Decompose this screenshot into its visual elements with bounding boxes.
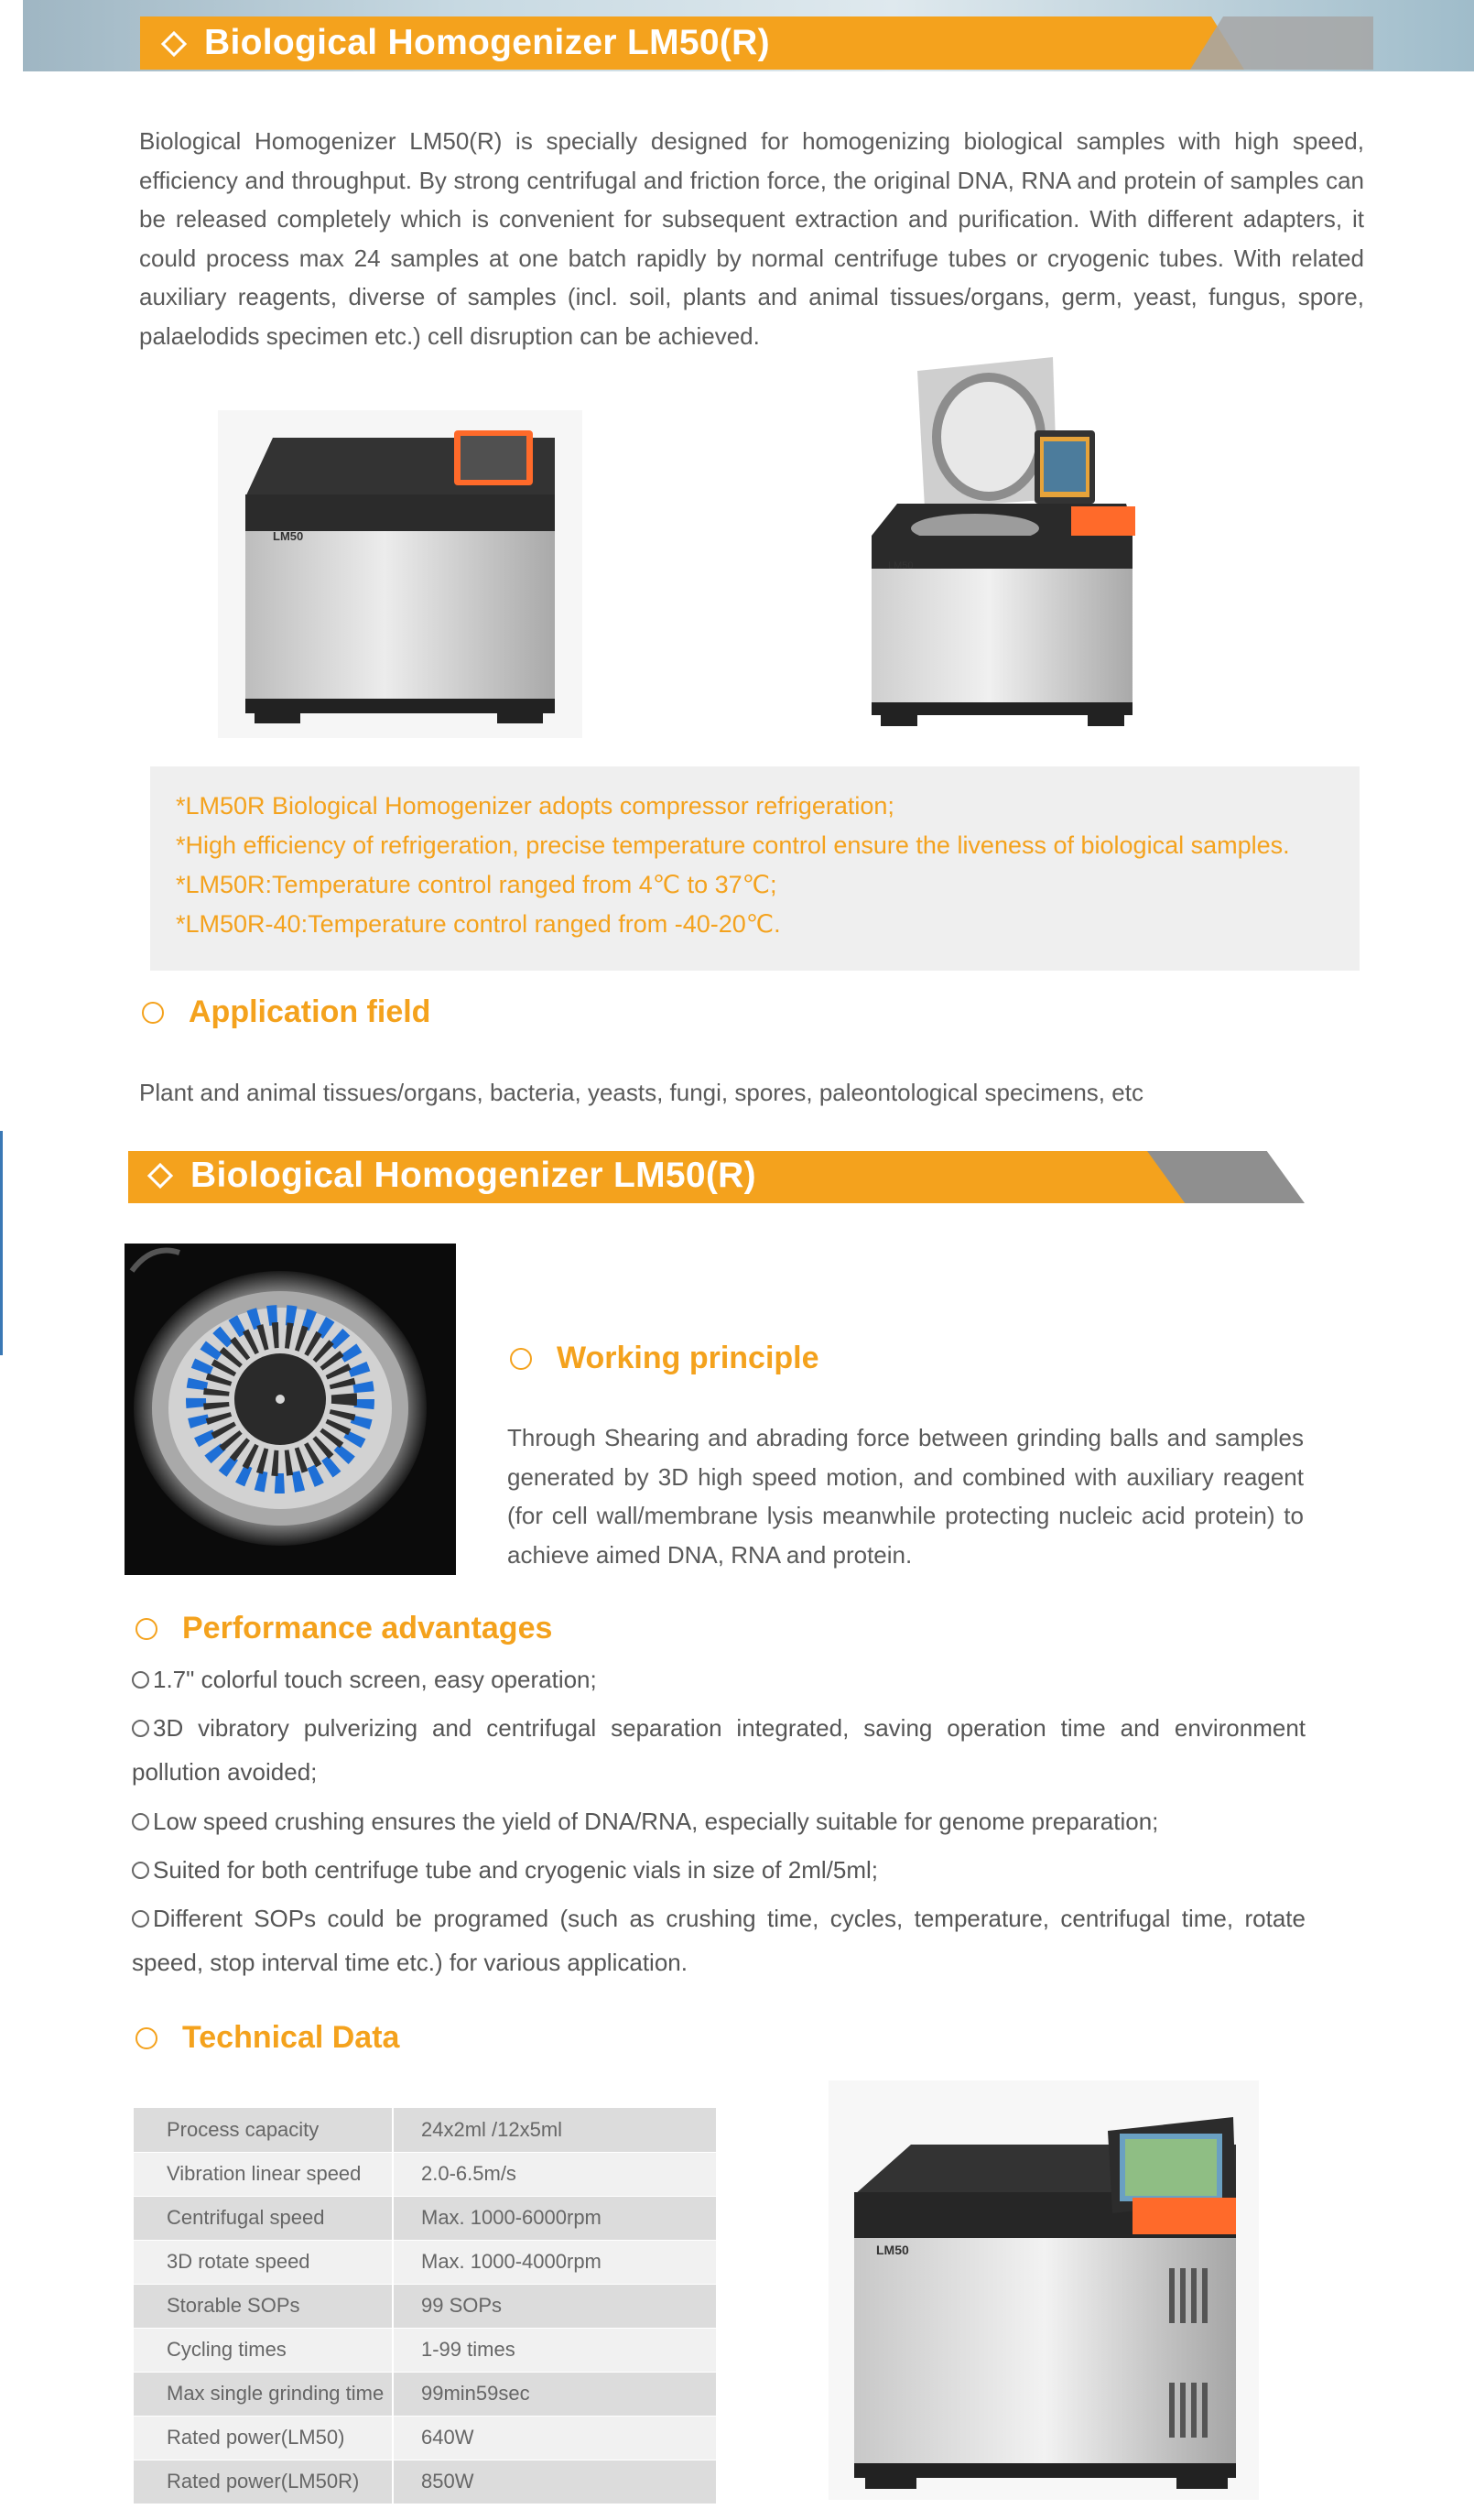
circle-bullet-icon — [135, 1618, 157, 1640]
advantage-item — [132, 1657, 1306, 1701]
table-row — [134, 2108, 716, 2152]
spec-value: 24x2ml /12x5ml — [393, 2108, 716, 2152]
application-field-title: Application field — [189, 994, 431, 1029]
spec-key: Vibration linear speed — [134, 2152, 393, 2196]
homogenizer-side-image — [829, 2080, 1259, 2500]
circle-bullet-icon — [132, 1910, 149, 1928]
table-row — [134, 2196, 716, 2240]
feature-line: *LM50R-40:Temperature control ranged from -40-20℃. — [176, 910, 781, 938]
refrigeration-feature-box — [150, 766, 1360, 971]
spec-key: Centrifugal speed — [134, 2196, 393, 2240]
spec-value: 640W — [393, 2416, 716, 2460]
side-device-label: LM50 — [876, 2243, 909, 2257]
spec-key: Cycling times — [134, 2328, 393, 2372]
spec-key: Rated power(LM50) — [134, 2416, 393, 2460]
feature-line: *LM50R:Temperature control ranged from 4℃ to 37℃; — [176, 871, 777, 898]
table-row — [134, 2240, 716, 2284]
advantage-text: 3D vibratory pulverizing and centrifugal separation integrated, saving operation time and environment pollution avoided; — [132, 1714, 1306, 1786]
circle-bullet-icon — [132, 1813, 149, 1830]
second-banner-title: Biological Homogenizer LM50(R) — [190, 1156, 756, 1195]
spec-key: Process capacity — [134, 2108, 393, 2152]
homogenizer-closed-image — [218, 410, 582, 738]
circle-bullet-icon — [132, 1862, 149, 1879]
advantage-item — [132, 1799, 1306, 1843]
spec-value: 2.0-6.5m/s — [393, 2152, 716, 2196]
spec-value: Max. 1000-4000rpm — [393, 2240, 716, 2284]
spec-value: 1-99 times — [393, 2328, 716, 2372]
circle-bullet-icon — [510, 1348, 532, 1370]
table-row — [134, 2416, 716, 2460]
application-field-text: Plant and animal tissues/organs, bacteria, yeasts, fungi, spores, paleontological specimens, etc — [139, 1079, 1143, 1106]
spec-key: Rated power(LM50R) — [134, 2460, 393, 2504]
homogenizer-open-image — [861, 353, 1135, 746]
feature-line: *High efficiency of refrigeration, precise temperature control ensure the liveness of biological samples. — [176, 831, 1290, 859]
circle-bullet-icon — [142, 1002, 164, 1024]
top-banner-title: Biological Homogenizer LM50(R) — [204, 23, 770, 62]
advantage-item — [132, 1706, 1306, 1794]
advantage-item — [132, 1896, 1306, 1984]
table-row — [134, 2460, 716, 2504]
spec-value: 850W — [393, 2460, 716, 2504]
advantage-text: Low speed crushing ensures the yield of DNA/RNA, especially suitable for genome preparation; — [153, 1808, 1159, 1835]
performance-advantages-title: Performance advantages — [182, 1611, 553, 1646]
left-edge-stripe — [0, 1131, 3, 1355]
closed-device-label: LM50 — [273, 529, 304, 543]
table-row — [134, 2372, 716, 2416]
circle-bullet-icon — [135, 2027, 157, 2049]
working-principle-text: Through Shearing and abrading force between grinding balls and samples generated by 3D high speed motion, and combined with auxiliary reagent (for cell wall/membrane lysis meanwhile protecting nucleic acid protein) to achieve aimed DNA, RNA and protein. — [507, 1424, 1304, 1569]
spec-key: Max single grinding time — [134, 2372, 393, 2416]
advantage-item — [132, 1848, 1306, 1892]
intro-paragraph: Biological Homogenizer LM50(R) is specially designed for homogenizing biological samples with high speed, efficiency and throughput. By strong centrifugal and friction force, the original DNA, RNA and protein of samples can be released completely which is convenient for subsequent extraction and purification. With different adapters, it could process max 24 samples at one batch rapidly by normal centrifuge tubes or cryogenic tubes. With related auxiliary reagents, diverse of samples (incl. soil, plants and animal tissues/organs, germ, yeast, fungus, spore, palaelodids specimen etc.) cell disruption can be achieved. — [139, 127, 1364, 350]
table-row — [134, 2152, 716, 2196]
spec-value: 99 SOPs — [393, 2284, 716, 2328]
technical-data-table — [134, 2108, 716, 2504]
technical-data-title: Technical Data — [182, 2020, 400, 2055]
circle-bullet-icon — [132, 1671, 149, 1689]
working-principle-title: Working principle — [557, 1341, 819, 1375]
spec-key: Storable SOPs — [134, 2284, 393, 2328]
table-row — [134, 2284, 716, 2328]
spec-value: Max. 1000-6000rpm — [393, 2196, 716, 2240]
open-device-label: LM50 — [888, 560, 914, 571]
rotor-image — [125, 1244, 456, 1575]
feature-line: *LM50R Biological Homogenizer adopts compressor refrigeration; — [176, 792, 894, 820]
advantage-text: 1.7" colorful touch screen, easy operation; — [153, 1666, 597, 1693]
circle-bullet-icon — [132, 1720, 149, 1737]
advantage-text: Suited for both centrifuge tube and cryogenic vials in size of 2ml/5ml; — [153, 1856, 878, 1884]
table-row — [134, 2328, 716, 2372]
spec-key: 3D rotate speed — [134, 2240, 393, 2284]
advantage-text: Different SOPs could be programed (such as crushing time, cycles, temperature, centrifugal time, rotate speed, stop interval time etc.) for various application. — [132, 1905, 1306, 1976]
spec-value: 99min59sec — [393, 2372, 716, 2416]
